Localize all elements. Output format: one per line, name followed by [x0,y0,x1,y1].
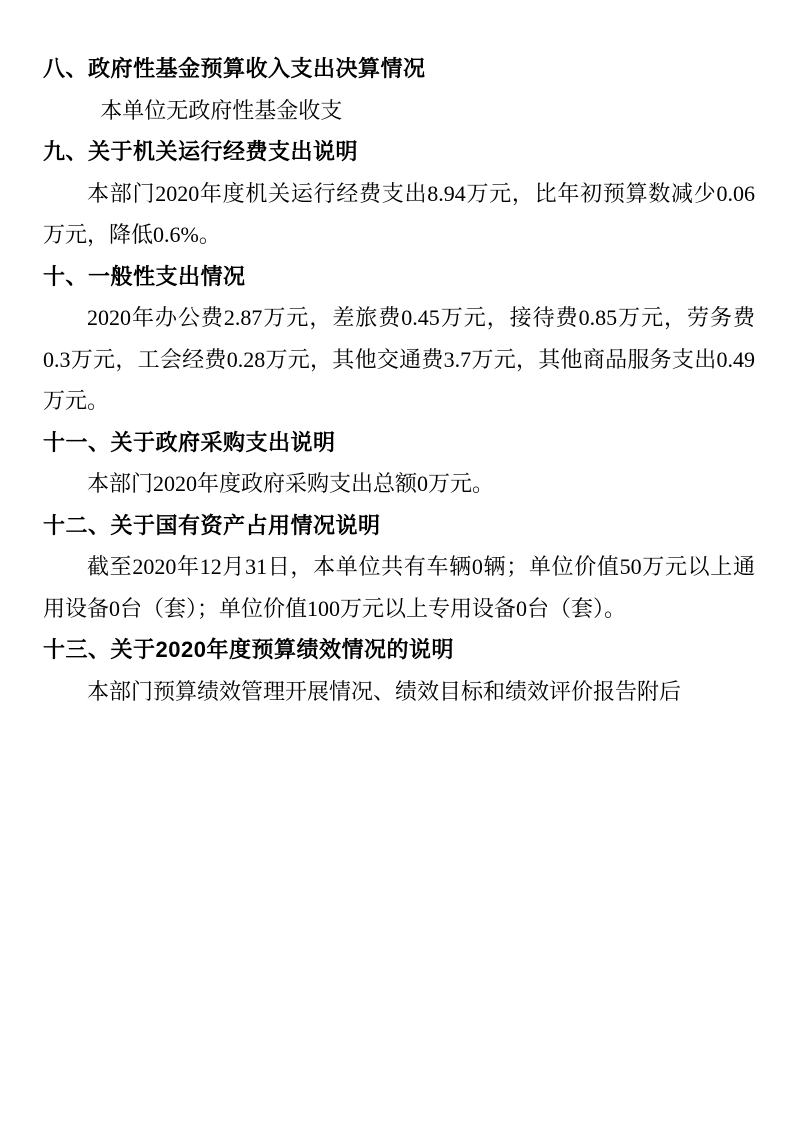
section-paragraph: 本部门2020年度机关运行经费支出8.94万元，比年初预算数减少0.06万元，降低0.6%。 [43,180,755,247]
section-gov-procurement [43,422,755,505]
section-paragraph: 本部门预算绩效管理开展情况、绩效目标和绩效评价报告附后 [87,678,682,704]
section-paragraph: 本部门2020年度政府采购支出总额0万元。 [87,471,495,496]
section-paragraph: 截至2020年12月31日，本单位共有车辆0辆；单位价值50万元以上通用设备0台（套）；单位价值100万元以上专用设备0台（套）。 [43,554,755,621]
section-budget-performance [43,629,755,712]
section-paragraph: 2020年办公费2.87万元，差旅费0.45万元，接待费0.85万元，劳务费0.3万元，工会经费0.28万元，其他交通费3.7万元，其他商品服务支出0.49万元。 [43,305,755,413]
section-gov-fund-budget [43,48,755,131]
section-heading: 十一、关于政府采购支出说明 [43,429,336,455]
document-content [43,48,755,712]
section-general-expenditure [43,256,755,422]
section-heading: 十二、关于国有资产占用情况说明 [43,512,381,538]
section-paragraph: 本单位无政府性基金收支 [100,97,343,123]
section-state-assets [43,505,755,630]
section-agency-operating-expense [43,131,755,256]
section-heading: 十、一般性支出情况 [43,263,246,289]
section-heading: 十三、关于2020年度预算绩效情况的说明 [43,637,454,662]
section-heading: 九、关于机关运行经费支出说明 [43,139,359,164]
section-heading: 八、政府性基金预算收入支出决算情况 [43,56,426,81]
